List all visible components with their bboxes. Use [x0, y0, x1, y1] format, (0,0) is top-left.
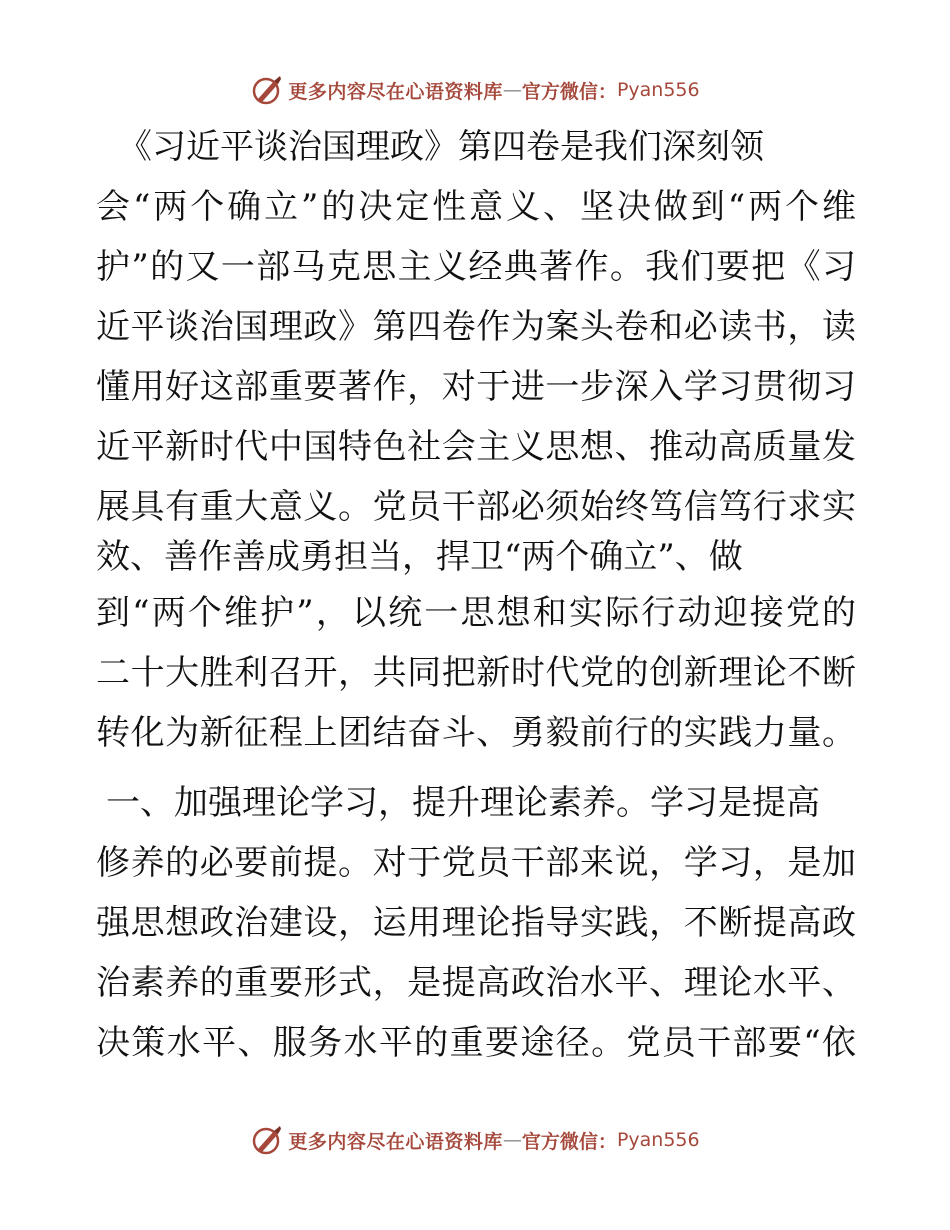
text-line: 效、善作善成勇担当，捍卫“两个确立”、做: [96, 537, 743, 577]
text-line: 护”的又一部马克思主义经典著作。我们要把《习: [96, 247, 856, 287]
banner-brand-text: 更多内容尽在心语资料库: [288, 1130, 503, 1153]
banner-wechat-id: Pyan556: [616, 1129, 700, 1151]
text-line: 近平谈治国理政》第四卷作为案头卷和必读书，读: [96, 307, 856, 347]
text-line: 展具有重大意义。党员干部必须始终笃信笃行求实: [96, 487, 856, 527]
text-line: 治素养的重要形式，是提高政治水平、理论水平、: [96, 963, 856, 1003]
text-line: 懂用好这部重要著作，对于进一步深入学习贯彻习: [96, 367, 856, 407]
text-line: 一、加强理论学习，提升理论素养。学习是提高: [106, 783, 820, 823]
text-line: 会“两个确立”的决定性意义、坚决做到“两个维: [96, 187, 856, 227]
banner-dash: —: [502, 79, 522, 101]
text-line: 决策水平、服务水平的重要途径。党员干部要“依: [96, 1023, 856, 1063]
text-line: 二十大胜利召开，共同把新时代党的创新理论不断: [96, 653, 856, 693]
banner-wechat-label: 官方微信：: [521, 1130, 617, 1153]
text-line: 到“两个维护”，以统一思想和实际行动迎接党的: [96, 593, 856, 633]
text-line: 近平新时代中国特色社会主义思想、推动高质量发: [96, 427, 856, 467]
text-line: 转化为新征程上团结奋斗、勇毅前行的实践力量。: [96, 713, 856, 753]
banner-brand-text: 更多内容尽在心语资料库: [288, 80, 503, 103]
text-line: 强思想政治建设，运用理论指导实践，不断提高政: [96, 903, 856, 943]
banner-wechat-label: 官方微信：: [521, 80, 617, 103]
pen-in-circle-logo-icon: [250, 73, 284, 107]
text-line: 《习近平谈治国理政》第四卷是我们深刻领: [118, 127, 764, 167]
pen-in-circle-logo-icon: [250, 1123, 284, 1157]
footer-watermark-banner: [0, 1120, 950, 1160]
text-line: 修养的必要前提。对于党员干部来说，学习，是加: [96, 843, 856, 883]
header-watermark-banner: [0, 70, 950, 110]
banner-wechat-id: Pyan556: [616, 79, 700, 101]
banner-dash: —: [502, 1129, 522, 1151]
